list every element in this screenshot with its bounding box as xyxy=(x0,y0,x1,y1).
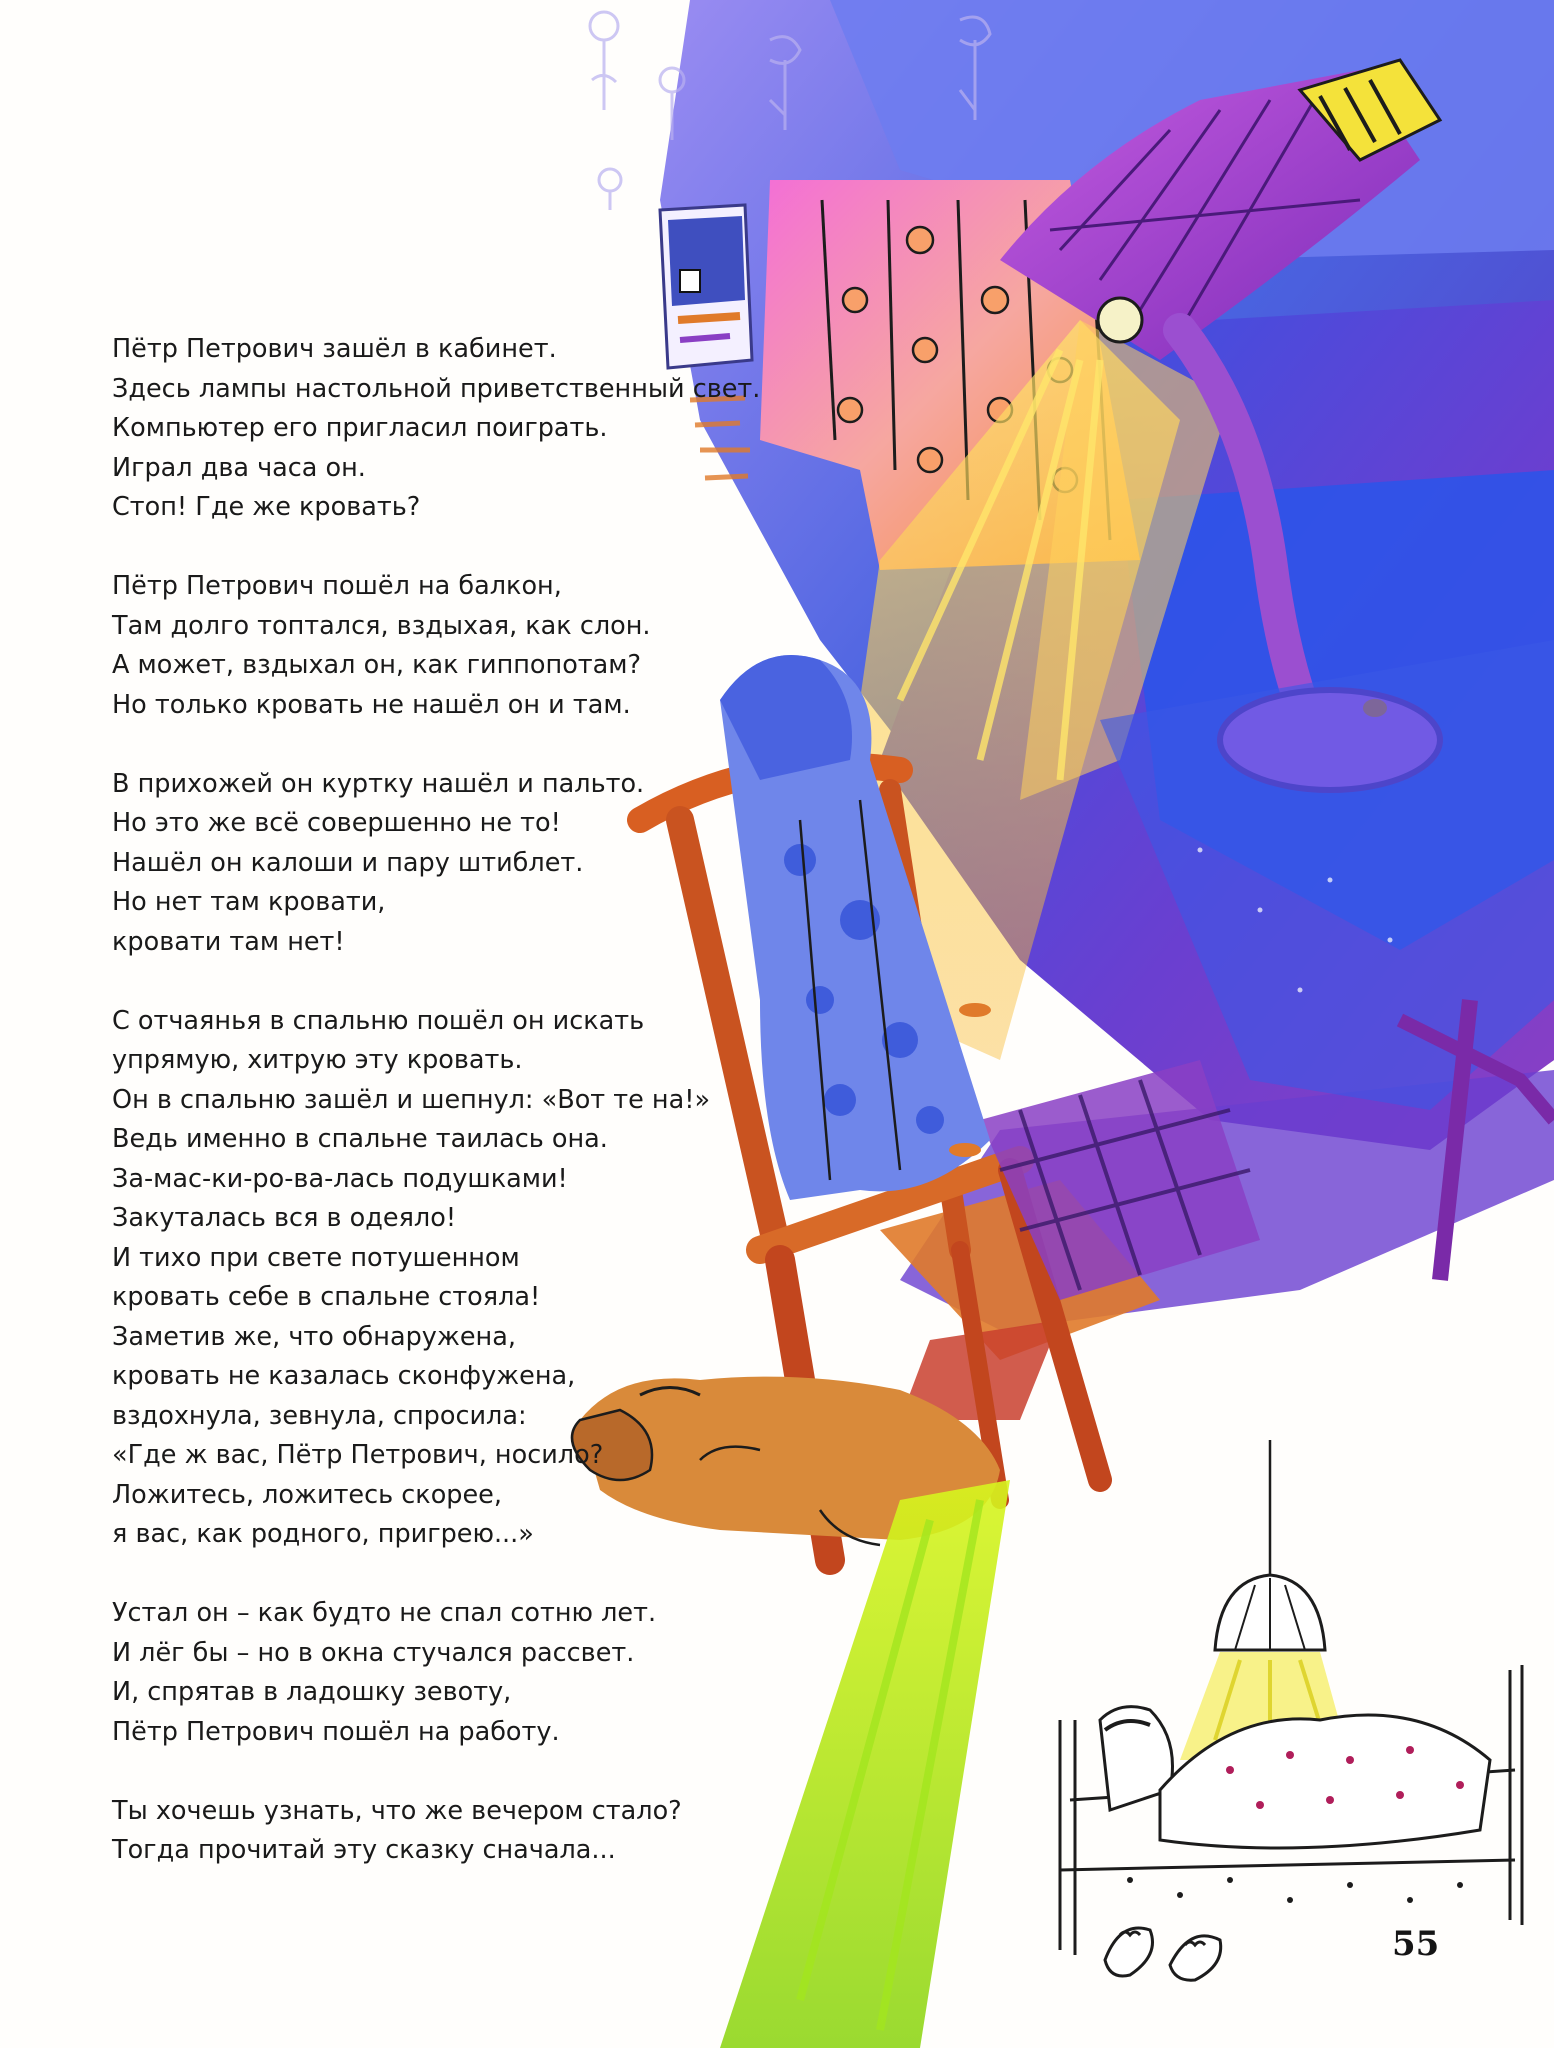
poem-line: Пётр Петрович зашёл в кабинет. xyxy=(112,334,557,364)
poem-line: Стоп! Где же кровать? xyxy=(112,492,421,522)
poem-line: Но только кровать не нашёл он и там. xyxy=(112,689,631,720)
poem-line: упрямую, хитрую эту кровать. xyxy=(112,1045,523,1075)
poem-line: Но это же всё совершенно не то! xyxy=(112,808,561,838)
poem-line: И, спрятав в ладошку зевоту, xyxy=(112,1677,512,1707)
stanza-2 xyxy=(112,567,832,725)
poem-line: Там долго топтался, вздыхая, как слон. xyxy=(112,610,651,641)
poem-line: «Где ж вас, Пётр Петрович, носило? xyxy=(112,1440,604,1470)
poem-line: Нашёл он калоши и пару штиблет. xyxy=(112,847,584,878)
poem-line: Закуталась вся в одеяло! xyxy=(112,1203,457,1233)
stanza-6 xyxy=(112,1792,832,1871)
stanza-1 xyxy=(112,330,832,528)
poem-line: Пётр Петрович пошёл на балкон, xyxy=(112,571,562,601)
poem-line: Компьютер его пригласил поиграть. xyxy=(112,413,608,443)
poem-line: кровати там нет! xyxy=(112,926,345,957)
poem-line: Играл два часа он. xyxy=(112,452,366,483)
poem-line: кровать себе в спальне стояла! xyxy=(112,1282,541,1312)
poem-text xyxy=(112,330,832,1910)
poem-line: Он в спальню зашёл и шепнул: «Вот те на!» xyxy=(112,1084,711,1115)
poem-line: Ты хочешь узнать, что же вечером стало? xyxy=(112,1795,682,1826)
stanza-3 xyxy=(112,765,832,963)
page-number: 55 xyxy=(1392,1924,1440,1964)
poem-line: И лёг бы – но в окна стучался рассвет. xyxy=(112,1637,635,1668)
poem-line: Здесь лампы настольной приветственный свет. xyxy=(112,373,761,404)
poem-line: А может, вздыхал он, как гиппопотам? xyxy=(112,650,642,680)
poem-line: Но нет там кровати, xyxy=(112,887,386,917)
poem-line: С отчаянья в спальню пошёл он искать xyxy=(112,1005,645,1036)
poem-line: Пётр Петрович пошёл на работу. xyxy=(112,1716,560,1747)
slippers-icon xyxy=(1105,1928,1221,1980)
stanza-4 xyxy=(112,1002,832,1555)
stanza-5 xyxy=(112,1594,832,1752)
poem-line: Устал он – как будто не спал сотню лет. xyxy=(112,1598,657,1628)
poem-line: Ведь именно в спальне таилась она. xyxy=(112,1124,608,1154)
poem-line: Ложитесь, ложитесь скорее, xyxy=(112,1479,502,1510)
ceiling-lamp-icon xyxy=(1180,1440,1350,1760)
poem-line: Тогда прочитай эту сказку сначала... xyxy=(112,1835,616,1865)
poem-line: вздохнула, зевнула, спросила: xyxy=(112,1400,527,1431)
poem-line: я вас, как родного, пригрею...» xyxy=(112,1519,534,1549)
poem-line: И тихо при свете потушенном xyxy=(112,1242,520,1273)
poem-line: За-мас-ки-ро-ва-лась подушками! xyxy=(112,1163,568,1194)
poem-line: Заметив же, что обнаружена, xyxy=(112,1321,516,1352)
poem-line: В прихожей он куртку нашёл и пальто. xyxy=(112,768,645,799)
poem-line: кровать не казалась сконфужена, xyxy=(112,1361,576,1391)
